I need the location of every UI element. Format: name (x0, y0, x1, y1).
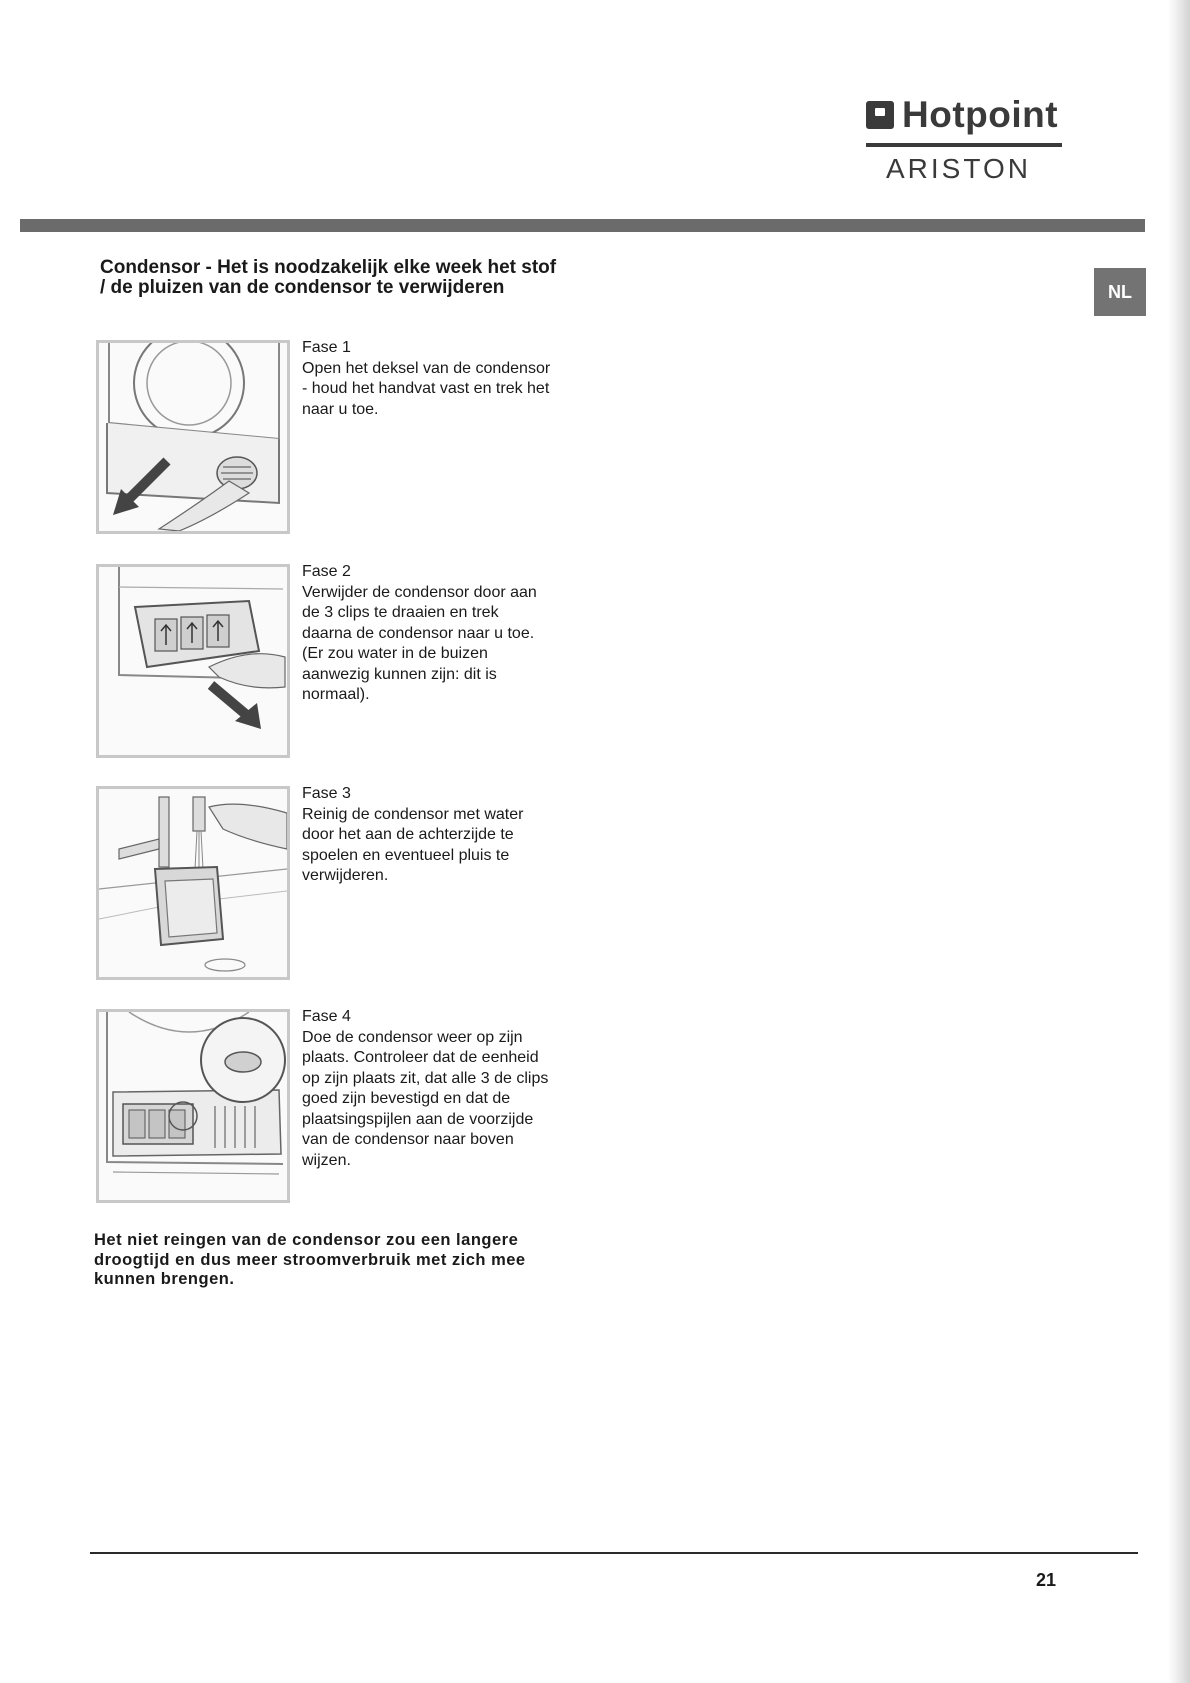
brand-logo (866, 96, 1066, 185)
brand-mark-icon (866, 101, 894, 129)
dryer-condenser-door-illustration (99, 343, 287, 531)
language-badge: NL (1094, 268, 1146, 316)
condenser-refit-illustration (99, 1012, 287, 1200)
step-2-body: Verwijder de condensor door aan de 3 clips te draaien en trek daarna de condensor naar u toe. (Er zou water in de buizen aanwezig kunnen zijn: dit is normaal). (302, 583, 537, 703)
step-2-text (302, 562, 552, 706)
brand-name: Hotpoint (902, 94, 1059, 135)
step-4-text (302, 1007, 552, 1171)
page-number: 21 (1036, 1570, 1057, 1590)
step-1 (96, 340, 556, 532)
footer-rule (90, 1552, 1138, 1554)
step-2-illustration (96, 564, 290, 758)
page-edge-shadow (1168, 0, 1190, 1683)
step-3-illustration (96, 786, 290, 980)
step-4-illustration (96, 1009, 290, 1203)
step-3-body: Reinig de condensor met water door het aan de achterzijde te spoelen en eventueel pluis te verwijderen. (302, 805, 524, 884)
step-3-text (302, 784, 552, 887)
condenser-rinsing-illustration (99, 789, 287, 977)
step-1-body: Open het deksel van de condensor - houd het handvat vast en trek het naar u toe. (302, 359, 551, 418)
section-title: Condensor - Het is noodzakelijk elke week het stof / de pluizen van de condensor te verwijderen (100, 257, 557, 298)
condenser-removal-illustration (99, 567, 287, 755)
brand-divider (866, 143, 1062, 147)
step-4 (96, 1009, 556, 1201)
step-1-title: Fase 1 (302, 339, 351, 356)
step-4-body: Doe de condensor weer op zijn plaats. Controleer dat de eenheid op zijn plaats zit, dat alle 3 de clips goed zijn bevestigd en dat de plaatsingspijlen aan de voorzijde van de condensor naar boven wijzen. (302, 1028, 549, 1169)
step-3 (96, 786, 556, 978)
step-2-title: Fase 2 (302, 563, 351, 580)
step-1-illustration (96, 340, 290, 534)
header-bar (20, 219, 1145, 232)
step-1-text (302, 338, 552, 420)
step-3-title: Fase 3 (302, 785, 351, 802)
step-2 (96, 564, 556, 756)
step-4-title: Fase 4 (302, 1008, 351, 1025)
closing-warning: Het niet reingen van de condensor zou een langere droogtijd en dus meer stroomverbruik met zich mee kunnen brengen. (94, 1231, 526, 1288)
brand-sub-name: ARISTON (886, 153, 1031, 184)
